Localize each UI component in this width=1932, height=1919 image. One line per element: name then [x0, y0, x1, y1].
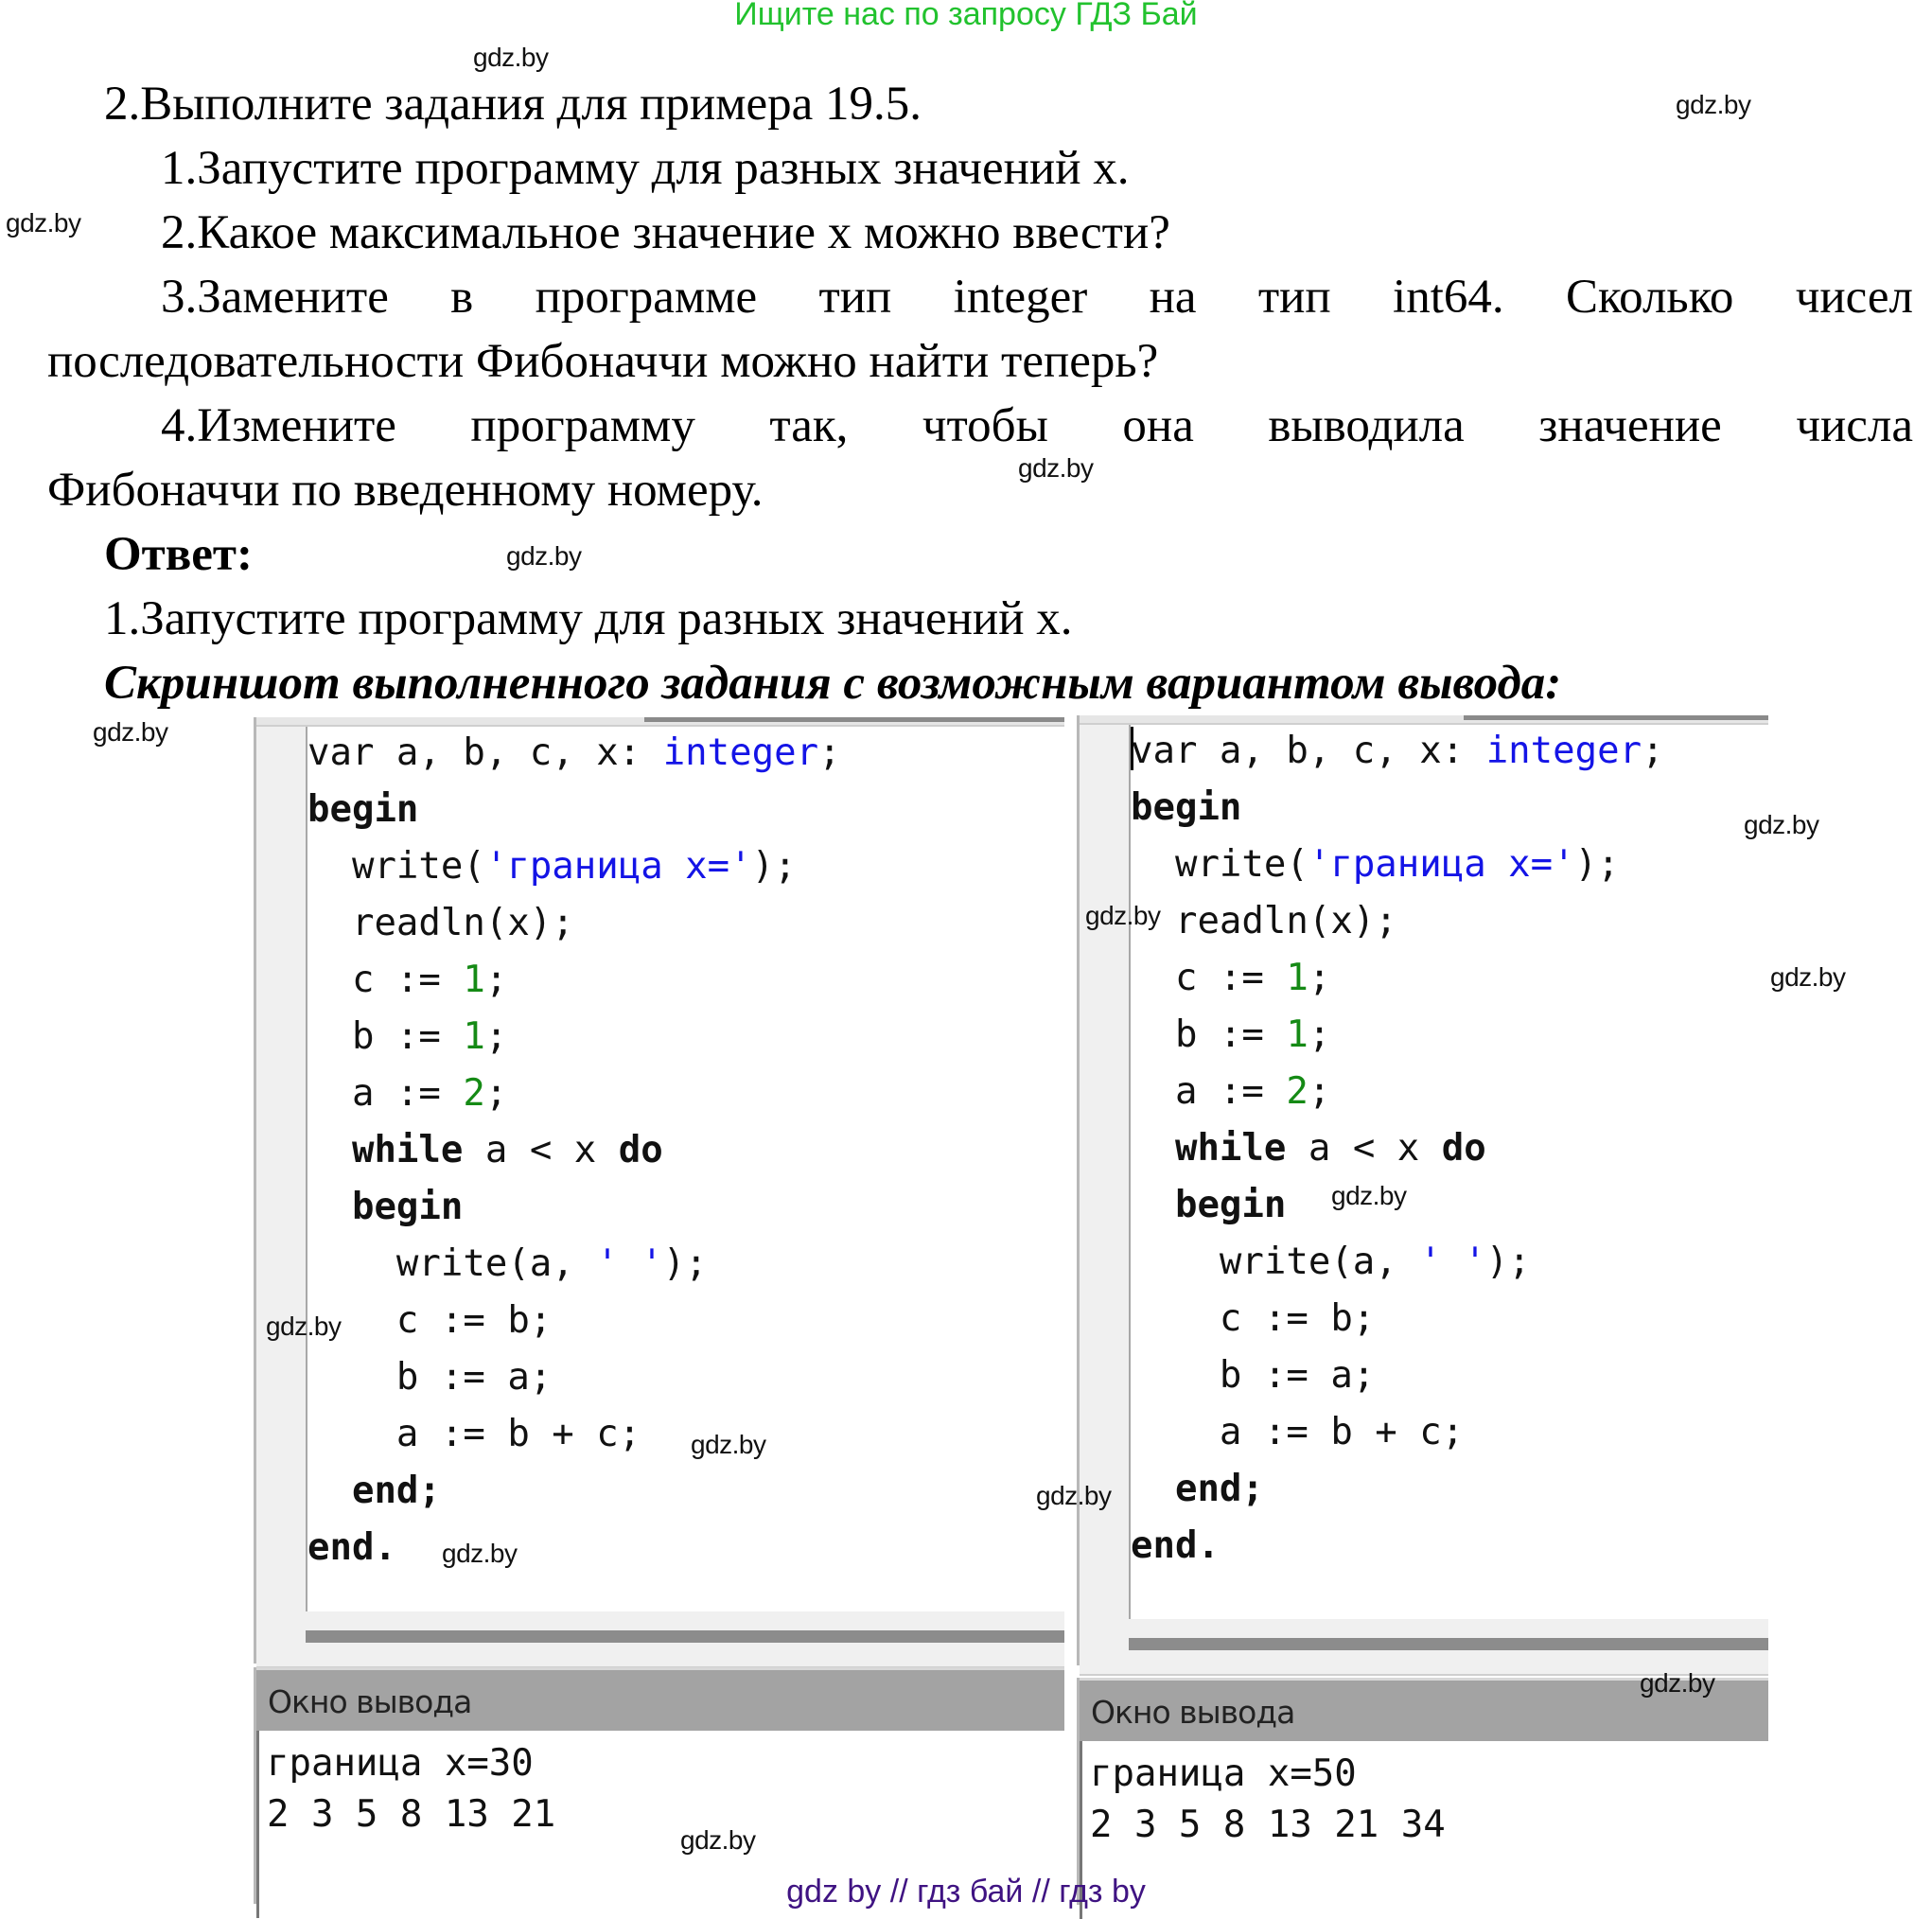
code-line: var a, b, c, x: integer;: [1131, 723, 1664, 780]
task-title: 2.Выполните задания для примера 19.5.: [104, 78, 922, 131]
code-line: write(a, ' ');: [395, 1242, 708, 1285]
task-item-1: 1.Запустите программу для разных значений x.: [161, 142, 1130, 195]
output-panel-left: [254, 1667, 1064, 1904]
watermark: gdz.by: [266, 1312, 342, 1341]
code-line: readln(x);: [351, 902, 574, 944]
watermark: gdz.by: [1770, 962, 1846, 992]
task-item-3: 3.Замените в программе тип integer на тип int64. Сколько чисел: [161, 271, 1913, 324]
watermark: gdz.by: [1331, 1181, 1407, 1210]
code-line: begin: [1131, 786, 1242, 829]
code-editor-right[interactable]: [1077, 715, 1768, 1665]
editor-gutter: [256, 727, 307, 1611]
code-line: c := 1;: [351, 959, 508, 1001]
code-line: b := a;: [1219, 1354, 1376, 1397]
code-listing: [1131, 723, 1664, 1575]
code-line: c := b;: [1219, 1297, 1376, 1340]
task-item-3-cont: последовательности Фибоначчи можно найти теперь?: [47, 335, 1159, 388]
code-line: while a < x do: [1174, 1127, 1486, 1170]
code-line: var a, b, c, x: integer;: [307, 731, 841, 774]
watermark: gdz.by: [680, 1825, 756, 1855]
watermark: gdz.by: [442, 1539, 518, 1568]
code-line: while a < x do: [351, 1129, 663, 1171]
code-line: begin: [351, 1186, 464, 1228]
watermark: gdz.by: [6, 208, 81, 238]
watermark: gdz.by: [691, 1430, 766, 1459]
horizontal-scrollbar[interactable]: [256, 1611, 1064, 1668]
code-line: readln(x);: [1174, 900, 1397, 942]
watermark: gdz.by: [1640, 1668, 1715, 1698]
code-line: b := 1;: [351, 1015, 508, 1058]
watermark: gdz.by: [1018, 453, 1094, 483]
code-line: b := 1;: [1174, 1013, 1331, 1056]
code-line: a := 2;: [351, 1072, 508, 1115]
code-line: write(a, ' ');: [1219, 1241, 1531, 1283]
task-item-2: 2.Какое максимальное значение x можно ввести?: [161, 206, 1170, 259]
watermark: gdz.by: [506, 541, 582, 571]
answer-label: Ответ:: [104, 528, 253, 581]
footer-links: gdz by // гдз бай // гдз by: [786, 1874, 1146, 1910]
promo-banner: Ищите нас по запросу ГДЗ Бай: [734, 0, 1198, 32]
output-panel-header: Окно вывода: [1080, 1678, 1768, 1741]
watermark: gdz.by: [473, 43, 549, 72]
code-line: a := b + c;: [1219, 1411, 1465, 1453]
output-text: граница x=50 2 3 5 8 13 21 34: [1080, 1741, 1768, 1919]
code-line: a := 2;: [1174, 1070, 1331, 1113]
answer-item-1: 1.Запустите программу для разных значений x.: [104, 592, 1073, 645]
output-panel-header: Окно вывода: [256, 1667, 1064, 1731]
output-text: граница x=30 2 3 5 8 13 21: [256, 1731, 1064, 1918]
code-line: end;: [1174, 1468, 1264, 1510]
code-line: end.: [307, 1526, 396, 1569]
code-line: c := b;: [395, 1299, 553, 1342]
code-line: c := 1;: [1174, 957, 1331, 999]
code-line: end;: [351, 1470, 441, 1512]
code-line: end.: [1131, 1524, 1220, 1567]
horizontal-scrollbar[interactable]: [1080, 1619, 1768, 1676]
output-panel-right: [1077, 1678, 1768, 1905]
watermark: gdz.by: [1676, 90, 1751, 119]
code-line: a := b + c;: [395, 1413, 641, 1455]
watermark: gdz.by: [1744, 810, 1819, 839]
task-item-4: 4.Измените программу так, чтобы она выводила значение числа: [161, 399, 1913, 452]
code-line: b := a;: [395, 1356, 553, 1399]
task-item-4-cont: Фибоначчи по введенному номеру.: [47, 464, 764, 517]
code-line: write('граница x=');: [351, 845, 797, 888]
code-line: begin: [1174, 1184, 1287, 1226]
screenshot-caption: Скриншот выполненного задания с возможным вариантом вывода:: [104, 657, 1562, 710]
watermark: gdz.by: [93, 717, 168, 747]
code-editor-left[interactable]: [254, 717, 1064, 1664]
code-line: write('граница x=');: [1174, 843, 1620, 886]
watermark: gdz.by: [1036, 1481, 1112, 1510]
code-line: begin: [307, 788, 419, 831]
watermark: gdz.by: [1085, 901, 1161, 930]
